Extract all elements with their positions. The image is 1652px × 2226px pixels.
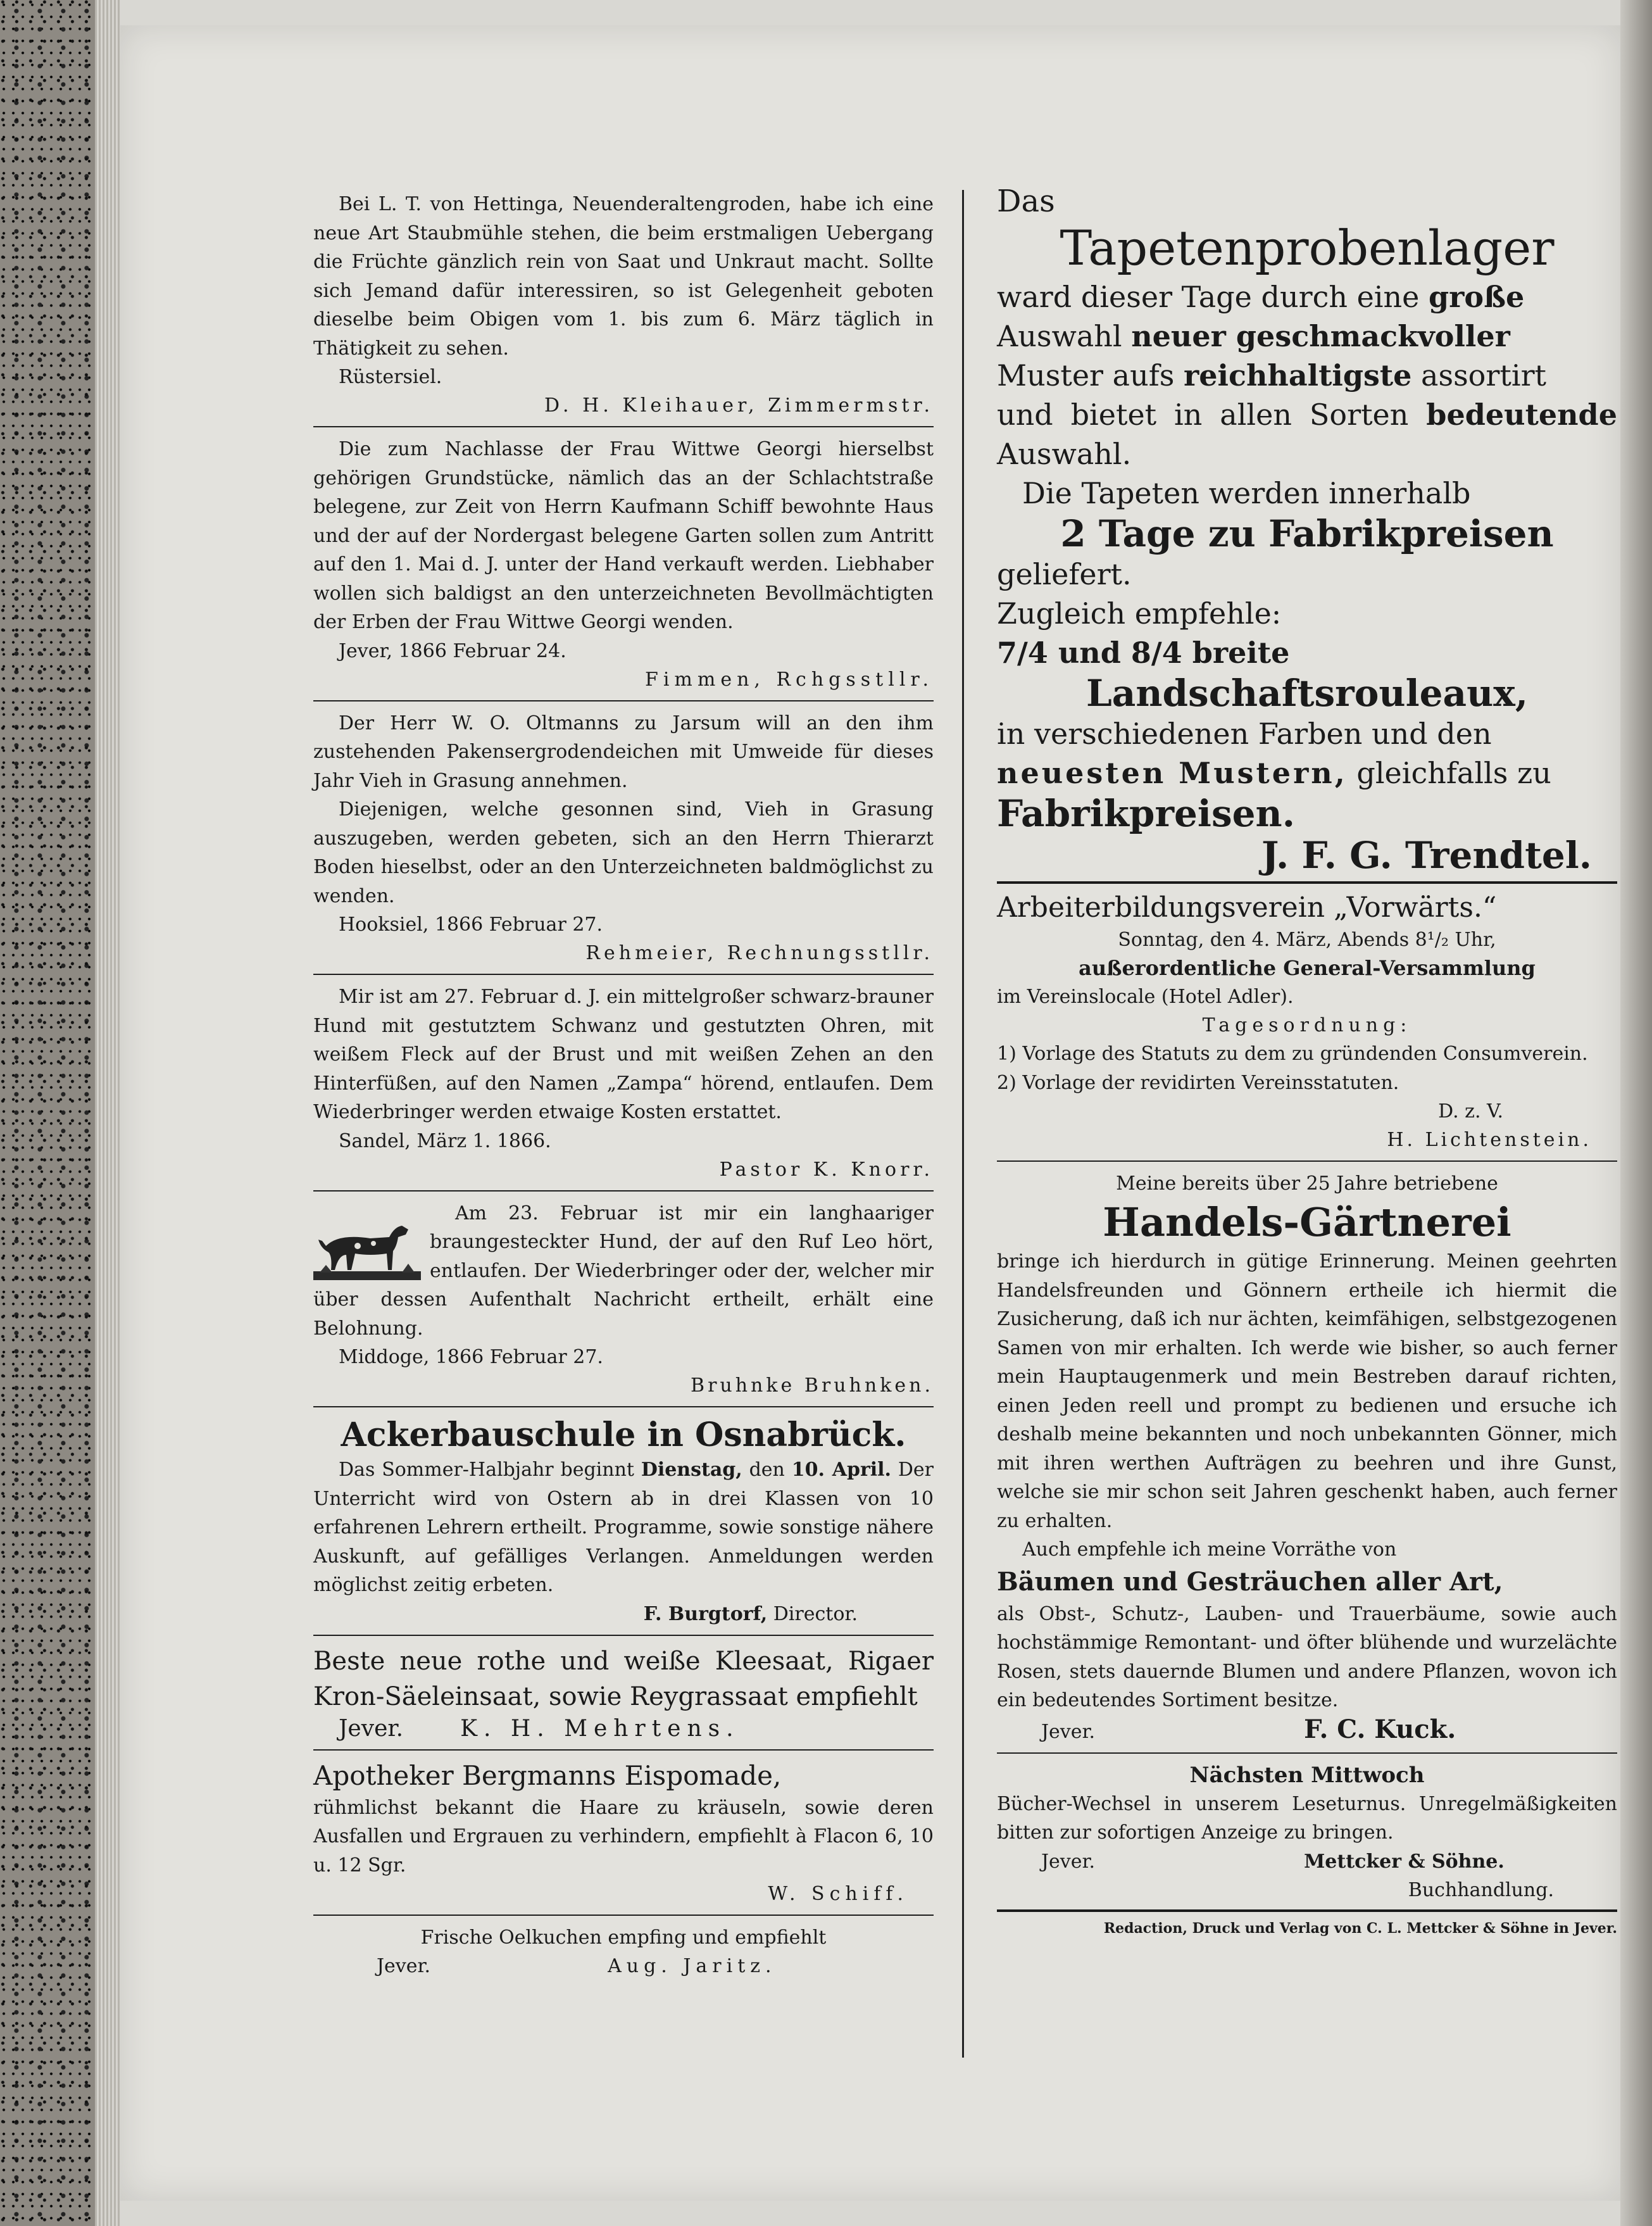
ad-line: 2 Tage zu Fabrikpreisen xyxy=(1060,512,1554,555)
divider xyxy=(313,1749,934,1751)
ad-venue: im Vereinslocale (Hotel Adler). xyxy=(997,986,1294,1008)
ad-hund-zampa xyxy=(313,983,934,1184)
signature-title: Director. xyxy=(767,1602,858,1625)
ad-event: außerordentliche General-Versammlung xyxy=(1079,956,1536,980)
ad-title: Handels-Gärtnerei xyxy=(1103,1199,1511,1245)
ad-sign-line: D. z. V. xyxy=(1438,1100,1503,1122)
ad-pre: Das xyxy=(997,184,1055,219)
ad-body: Der Herr W. O. Oltmanns zu Jarsum will an den ihm zustehenden Pakensergrodendeichen mit Umweide für dieses Jahr Vieh in Grasung annehmen. xyxy=(313,712,934,792)
ad-body: Die zum Nachlasse der Frau Wittwe Georgi hierselbst gehörigen Grundstücke, nämlich das an der Schlachtstraße belegene, zur Zeit von Herrn Kaufmann Schiff bewohnte Haus und der auf der Nordergast belegene Garten sollen zum Antritt auf den 1. Mai d. J. unter der Hand verkauft werden. Liebhaber wollen sich baldigst an den unterzeichneten Bevollmächtigten der Erben der Frau Wittwe Georgi wenden. xyxy=(313,438,934,633)
divider xyxy=(997,1160,1617,1162)
ad-place: Jever. xyxy=(339,1715,404,1742)
ad-body: Diejenigen, welche gesonnen sind, Vieh in Grasung auszugeben, werden gebeten, sich an den Herrn Thierarzt Boden hieselbst, oder an den Unterzeichneten baldmöglichst zu wenden. xyxy=(313,798,934,907)
ad-eispomade xyxy=(313,1758,934,1909)
divider xyxy=(997,881,1617,884)
ad-signature: Bruhnke Bruhnken. xyxy=(691,1374,934,1397)
divider xyxy=(997,1909,1617,1912)
ad-line xyxy=(997,753,1617,793)
page-stack-edge xyxy=(95,0,120,2226)
ad-title: Arbeiterbildungsverein „Vorwärts.“ xyxy=(997,891,1497,924)
ad-text: gleichfalls zu xyxy=(1347,756,1551,790)
ad-heading: Bäumen und Gesträuchen aller Art, xyxy=(997,1566,1503,1597)
divider xyxy=(313,426,934,427)
ad-place: Jever. xyxy=(377,1955,431,1977)
ad-tapeten xyxy=(997,184,1617,876)
ad-line xyxy=(997,317,1617,356)
divider xyxy=(313,1190,934,1192)
ad-staubmuehle xyxy=(313,190,934,420)
ad-signature: Rehmeier, Rechnungsstllr. xyxy=(585,942,934,964)
ad-line: Landschaftsrouleaux, xyxy=(1086,672,1529,715)
ad-date: Middoge, 1866 Februar 27. xyxy=(339,1346,603,1368)
ad-date: Hooksiel, 1866 Februar 27. xyxy=(339,914,603,936)
ad-body-part: den xyxy=(742,1459,792,1481)
ad-body: Auch empfehle ich meine Vorräthe von xyxy=(1022,1538,1397,1561)
signature-name: F. Burgtorf, xyxy=(643,1602,768,1625)
ad-text: Auswahl. xyxy=(997,437,1132,471)
ad-title: Nächsten Mittwoch xyxy=(1189,1762,1425,1788)
ad-emph: bedeutende xyxy=(1426,398,1617,432)
column-divider xyxy=(962,190,964,2058)
ad-arbeiterbildungsverein xyxy=(997,890,1617,1154)
ad-handelsgaertnerei xyxy=(997,1169,1617,1746)
ad-emph: neuer geschmackvoller xyxy=(1131,319,1510,353)
ad-ackerbauschule xyxy=(313,1415,934,1628)
ad-signature xyxy=(313,1600,934,1628)
ad-emph: neuesten Mustern, xyxy=(997,756,1348,790)
ad-footer xyxy=(997,1715,1617,1746)
ad-text: assortirt xyxy=(1411,358,1547,393)
ad-text: ward dieser Tage durch eine xyxy=(997,280,1429,314)
ad-place: Rüstersiel. xyxy=(339,366,442,388)
ad-intro: Meine bereits über 25 Jahre betriebene xyxy=(1116,1173,1498,1195)
ad-signature: F. C. Kuck. xyxy=(1304,1714,1456,1744)
agenda-item: 2) Vorlage der revidirten Vereinsstatuten. xyxy=(997,1071,1399,1094)
ad-signature: W. Schiff. xyxy=(768,1883,908,1905)
ad-line: 7/4 und 8/4 breite xyxy=(997,636,1290,670)
ad-kleesaat xyxy=(313,1644,934,1743)
ad-body: Frische Oelkuchen empfing und empfiehlt xyxy=(420,1927,827,1949)
ad-body-part: Der Unterricht wird von Ostern ab in drei Klassen von 10 erfahrenen Lehrern ertheilt. Programme, sowie sonstige nähere Auskunft, auf gefälliges Verlangen. Anmeldungen werden möglichst zeitig erbeten. xyxy=(313,1459,934,1596)
ad-signature: Fimmen, Rchgsstllr. xyxy=(645,668,934,691)
ad-title: Apotheker Bergmanns Eispomade, xyxy=(313,1759,782,1791)
ad-place: Jever. xyxy=(1041,1850,1096,1873)
ad-title: Ackerbauschule in Osnabrück. xyxy=(341,1416,906,1454)
ad-signature: Aug. Jaritz. xyxy=(608,1955,777,1977)
binding-edge xyxy=(1620,0,1652,2226)
divider xyxy=(313,1406,934,1407)
ad-signature: H. Lichtenstein. xyxy=(1387,1129,1592,1151)
imprint: Redaction, Druck und Verlag von C. L. Mettcker & Söhne in Jever. xyxy=(1103,1920,1617,1937)
ad-line: Die Tapeten werden innerhalb xyxy=(1022,476,1471,510)
ad-subsignature: Buchhandlung. xyxy=(1408,1878,1554,1901)
ad-vieh-grasung xyxy=(313,709,934,968)
ad-body: Bei L. T. von Hettinga, Neuenderaltengroden, habe ich eine neue Art Staubmühle stehen, die beim erstmaligen Uebergang die Früchte gänzlich rein von Saat und Unkraut macht. Sollte sich Jemand dafür interessiren, so ist Gelegenheit geboten dieselbe beim Obigen vom 1. bis zum 6. März täglich in Thätigkeit zu sehen. xyxy=(313,193,934,360)
ad-grundstuecke xyxy=(313,435,934,694)
ad-body: Bücher-Wechsel in unserem Leseturnus. Unregelmäßigkeiten bitten zur sofortigen Anzeige zu bringen. xyxy=(997,1792,1617,1844)
ad-body-emph: Dienstag, xyxy=(641,1459,742,1481)
ad-line: Zugleich empfehle: xyxy=(997,596,1282,631)
divider xyxy=(313,700,934,701)
ad-date: Sonntag, den 4. März, Abends 8¹/₂ Uhr, xyxy=(1118,929,1496,951)
ad-date: Jever, 1866 Februar 24. xyxy=(339,639,566,662)
ad-signature: K. H. Mehrtens. xyxy=(460,1715,740,1742)
ad-text: Auswahl xyxy=(997,319,1132,353)
ad-body: Beste neue rothe und weiße Kleesaat, Rigaer Kron-Säeleinsaat, sowie Reygrassaat empfiehlt xyxy=(313,1646,934,1711)
ad-oelkuchen xyxy=(313,1923,934,1980)
dog-woodcut-icon xyxy=(313,1202,421,1284)
ad-text: Muster aufs xyxy=(997,358,1184,393)
ad-signature: J. F. G. Trendtel. xyxy=(1261,834,1592,877)
ad-line: Fabrikpreisen. xyxy=(997,792,1295,835)
ad-date: Sandel, März 1. 1866. xyxy=(339,1129,551,1152)
ad-line xyxy=(997,356,1617,395)
ad-line: in verschiedenen Farben und den xyxy=(997,717,1492,751)
agenda-title: Tagesordnung: xyxy=(1202,1014,1412,1036)
ad-line xyxy=(997,277,1617,317)
ad-signature: Pastor K. Knorr. xyxy=(719,1158,934,1181)
ad-footer xyxy=(313,1952,934,1980)
divider xyxy=(997,1752,1617,1754)
ad-text: und bietet in allen Sorten xyxy=(997,398,1427,432)
divider xyxy=(313,1915,934,1916)
ad-body: bringe ich hierdurch in gütige Erinnerung. Meinen geehrten Handelsfreunden und Gönnern ertheile ich hiermit die Zusicherung, daß ich nur ächten, keimfähigen, selbstgezogenen Samen von mir erhalten. Ich werde wie bisher, so auch ferner mein Hauptaugenmerk und mein Bestreben darauf richten, einen Jeden reell und prompt zu bedienen und ersuche ich deshalb meine bekannten und noch unbekannten Gönner, mich mit ihren werthen Aufträgen zu beehren und ihre Gunst, welche sie mir schon seit Jahren geschenkt haben, auch ferner zu erhalten. xyxy=(997,1250,1617,1532)
ad-emph: große xyxy=(1428,280,1525,314)
ad-emph: reichhaltigste xyxy=(1183,358,1412,393)
divider xyxy=(313,1635,934,1636)
ad-hund-leo xyxy=(313,1199,934,1400)
divider xyxy=(313,974,934,975)
ad-body: Am 23. Februar ist mir ein langhaariger braungesteckter Hund, der auf den Ruf Leo hört, entlaufen. Der Wiederbringer oder der, welcher mir über dessen Aufenthalt Nachricht ertheilt, erhält eine Belohnung. xyxy=(313,1202,934,1340)
ad-signature: Mettcker & Söhne. xyxy=(1304,1850,1505,1873)
ad-line: geliefert. xyxy=(997,557,1132,591)
agenda-item: 1) Vorlage des Statuts zu dem zu gründenden Consumverein. xyxy=(997,1043,1588,1065)
left-column xyxy=(313,190,934,1980)
ad-body: Mir ist am 27. Februar d. J. ein mittelgroßer schwarz-brauner Hund mit gestutztem Schwanz und gestutzten Ohren, mit weißem Fleck auf der Brust und mit weißen Zehen an den Hinterfüßen, auf den Namen „Zampa“ hörend, entlaufen. Dem Wiederbringer werden etwaige Kosten erstattet. xyxy=(313,986,934,1123)
ad-signature: D. H. Kleihauer, Zimmermstr. xyxy=(544,394,934,417)
ad-buecherwechsel xyxy=(997,1761,1617,1904)
ad-body: rühmlichst bekannt die Haare zu kräuseln, sowie deren Ausfallen und Ergrauen zu verhindern, empfiehlt à Flacon 6, 10 u. 12 Sgr. xyxy=(313,1796,934,1877)
ad-footer xyxy=(997,1847,1617,1876)
ad-body-part: Das Sommer-Halbjahr beginnt xyxy=(339,1459,641,1481)
ad-place: Jever. xyxy=(1041,1720,1096,1743)
right-column xyxy=(997,184,1617,1939)
ad-footer xyxy=(313,1714,934,1743)
ad-line xyxy=(997,395,1617,474)
ad-title: Tapetenprobenlager xyxy=(1060,220,1555,276)
ad-body: als Obst-, Schutz-, Lauben- und Trauerbäume, sowie auch hochstämmige Remontant- und öfter blühende und wurzelächte Rosen, stets dauernde Blumen und andere Pflanzen, wovon ich ein bedeutendes Sortiment besitze. xyxy=(997,1602,1617,1711)
ad-body-emph: 10. April. xyxy=(791,1459,891,1481)
book-cover-edge xyxy=(0,0,95,2226)
ad-body xyxy=(313,1456,934,1600)
